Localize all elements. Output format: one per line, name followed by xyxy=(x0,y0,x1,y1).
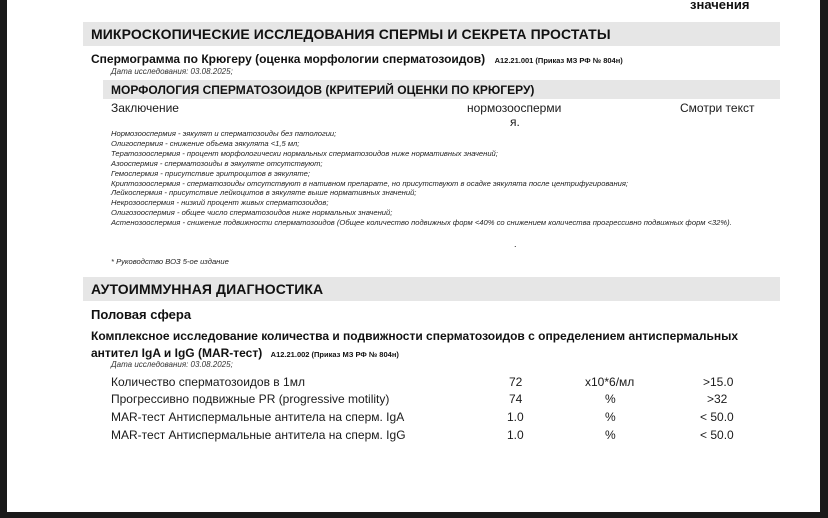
test-date-kruger: Дата исследования: 03.08.2025; xyxy=(111,67,233,76)
stray-dot: . xyxy=(514,239,517,249)
result-unit: % xyxy=(605,410,616,424)
note-item: Некрозооспермия - низкий процент живых сперматозоидов; xyxy=(111,198,329,208)
result-reference: >15.0 xyxy=(703,375,734,389)
note-item: Олигозооспермия - общее число сперматозоидов ниже нормальных значений; xyxy=(111,208,393,218)
definitions-notes xyxy=(111,129,751,228)
result-value: 1.0 xyxy=(507,428,524,442)
result-unit: % xyxy=(605,392,616,406)
section-title-autoimmune: АУТОИММУННАЯ ДИАГНОСТИКА xyxy=(91,281,324,297)
section-title-microscopy: МИКРОСКОПИЧЕСКИЕ ИССЛЕДОВАНИЯ СПЕРМЫ И СЕКРЕТА ПРОСТАТЫ xyxy=(91,26,611,42)
note-item: Нормозооспермия - эякулят и сперматозоиды без патологии; xyxy=(111,129,337,138)
note-item: Астенозооспермия - снижение подвижности сперматозоидов (Общее количество подвижных форм <40% со снижением количества прогрессивно подвижных форм <32%). xyxy=(111,218,732,228)
note-item: Азооспермия - сперматозоиды в эякуляте отсутствуют; xyxy=(111,158,323,168)
test-code-mar: A12.21.002 (Приказ МЗ РФ № 804н) xyxy=(270,350,399,359)
result-reference: < 50.0 xyxy=(700,410,734,424)
conclusion-value-line1: нормозоосперми xyxy=(467,101,562,115)
test-header-kruger xyxy=(91,50,623,68)
result-name: MAR-тест Антиспермальные антитела на сперм. IgG xyxy=(111,428,406,442)
viewer-frame-left xyxy=(0,0,7,518)
test-date-mar: Дата исследования: 03.08.2025; xyxy=(111,360,233,369)
conclusion-label: Заключение xyxy=(111,101,179,115)
result-name: Прогрессивно подвижные PR (progressive motility) xyxy=(111,392,390,406)
footnote-who: * Руководство ВОЗ 5-ое издание xyxy=(111,257,229,266)
result-unit: % xyxy=(605,428,616,442)
test-title-kruger: Спермограмма по Крюгеру (оценка морфологии сперматозоидов) xyxy=(91,52,486,66)
test-code-kruger: A12.21.001 (Приказ МЗ РФ № 804н) xyxy=(494,56,623,65)
result-name: Количество сперматозоидов в 1мл xyxy=(111,375,305,389)
note-item: Гемоспермия - присутствие эритроцитов в эякуляте; xyxy=(111,168,310,178)
subtitle-reproductive: Половая сфера xyxy=(91,307,192,322)
test-title-mar-line2: антител IgA и IgG (MAR-тест) xyxy=(91,346,263,360)
result-unit: x10*6/мл xyxy=(585,375,635,389)
subsection-title-morphology: МОРФОЛОГИЯ СПЕРМАТОЗОИДОВ (КРИТЕРИЙ ОЦЕНКИ ПО КРЮГЕРУ) xyxy=(111,83,535,97)
conclusion-reference: Смотри текст xyxy=(680,101,755,115)
note-item: Лейкоспермия - присутствие лейкоцитов в эякуляте выше нормативных значений; xyxy=(111,188,417,198)
result-name: MAR-тест Антиспермальные антитела на сперм. IgA xyxy=(111,410,405,424)
note-item: Криптозооспермия - сперматозоиды отсутствуют в нативном препарате, но присутствуют в осадке эякулята после центрифугирования; xyxy=(111,178,629,188)
result-value: 74 xyxy=(509,392,523,406)
result-reference: >32 xyxy=(707,392,728,406)
result-value: 72 xyxy=(509,375,523,389)
column-header-reference: значения xyxy=(690,0,750,12)
note-item: Олигоспермия - снижение объема эякулята <1,5 мл; xyxy=(111,138,300,148)
viewer-frame-bottom xyxy=(0,512,828,518)
result-reference: < 50.0 xyxy=(700,428,734,442)
test-title-mar-line1: Комплексное исследование количества и подвижности сперматозоидов с определением антиспермальных xyxy=(91,329,738,343)
viewer-frame-right xyxy=(820,0,828,518)
result-value: 1.0 xyxy=(507,410,524,424)
conclusion-value-line2: я. xyxy=(510,115,520,129)
note-item: Тератозооспермия - процент морфологически нормальных сперматозоидов ниже нормативных значений; xyxy=(111,148,498,158)
